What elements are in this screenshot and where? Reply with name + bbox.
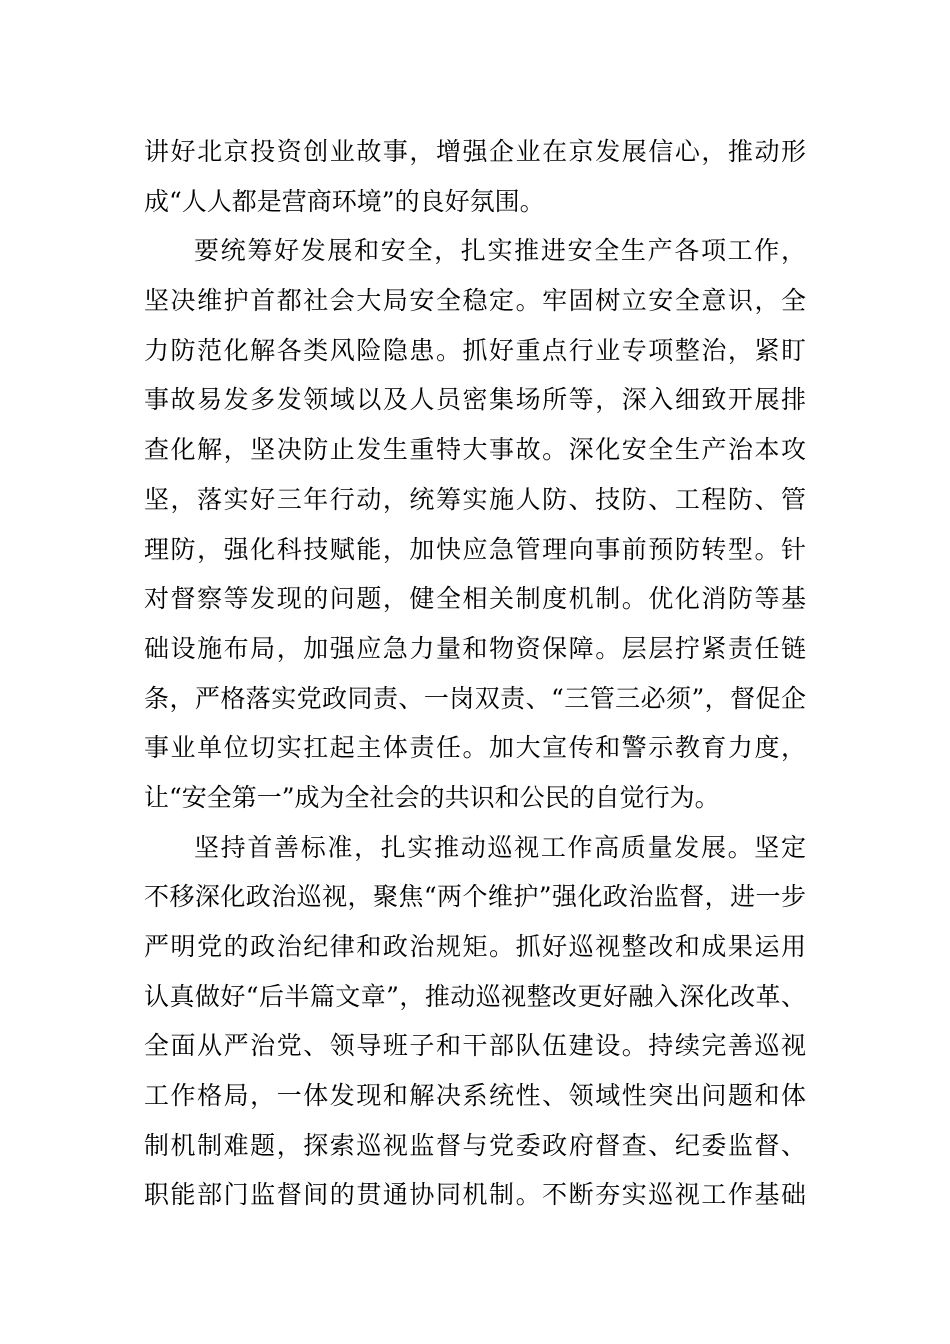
text-line-21: 制机制难题，探索巡视监督与党委政府督查、纪委监督、: [144, 1130, 806, 1160]
text-line-22: 职能部门监督间的贯通协同机制。不断夯实巡视工作基础: [144, 1180, 806, 1210]
text-line-8: 坚，落实好三年行动，统筹实施人防、技防、工程防、管: [144, 484, 806, 514]
text-line-17: 严明党的政治纪律和政治规矩。抓好巡视整改和成果运用: [144, 932, 806, 961]
text-line-7: 查化解，坚决防止发生重特大事故。深化安全生产治本攻: [144, 435, 806, 465]
text-line-12: 条，严格落实党政同责、一岗双责、“三管三必须”，督促企: [144, 683, 806, 713]
text-line-1: 讲好北京投资创业故事，增强企业在京发展信心，推动形: [144, 137, 806, 166]
text-line-16: 不移深化政治巡视，聚焦“两个维护”强化政治监督，进一步: [144, 882, 806, 912]
text-line-14: 让“安全第一”成为全社会的共识和公民的自觉行为。: [144, 782, 720, 812]
text-line-11: 础设施布局，加强应急力量和物资保障。层层拧紧责任链: [144, 633, 806, 663]
text-line-9: 理防，强化科技赋能，加快应急管理向事前预防转型。针: [144, 534, 806, 564]
text-line-4: 坚决维护首都社会大局安全稳定。牢固树立安全意识，全: [144, 286, 806, 316]
text-line-10: 对督察等发现的问题，健全相关制度机制。优化消防等基: [144, 584, 806, 614]
text-line-5: 力防范化解各类风险隐患。抓好重点行业专项整治，紧盯: [144, 335, 806, 365]
text-line-20: 工作格局，一体发现和解决系统性、领域性突出问题和体: [144, 1081, 806, 1111]
document-body: [144, 127, 806, 1220]
text-line-19: 全面从严治党、领导班子和干部队伍建设。持续完善巡视: [144, 1031, 806, 1061]
text-line-13: 事业单位切实扛起主体责任。加大宣传和警示教育力度，: [144, 733, 806, 763]
text-line-2: 成“人人都是营商环境”的良好氛围。: [144, 186, 545, 216]
text-line-18: 认真做好“后半篇文章”，推动巡视整改更好融入深化改革、: [144, 981, 806, 1011]
text-line-6: 事故易发多发领域以及人员密集场所等，深入细致开展排: [144, 385, 806, 415]
text-line-15: 坚持首善标准，扎实推动巡视工作高质量发展。坚定: [194, 832, 806, 862]
text-line-3: 要统筹好发展和安全，扎实推进安全生产各项工作，: [194, 236, 806, 266]
